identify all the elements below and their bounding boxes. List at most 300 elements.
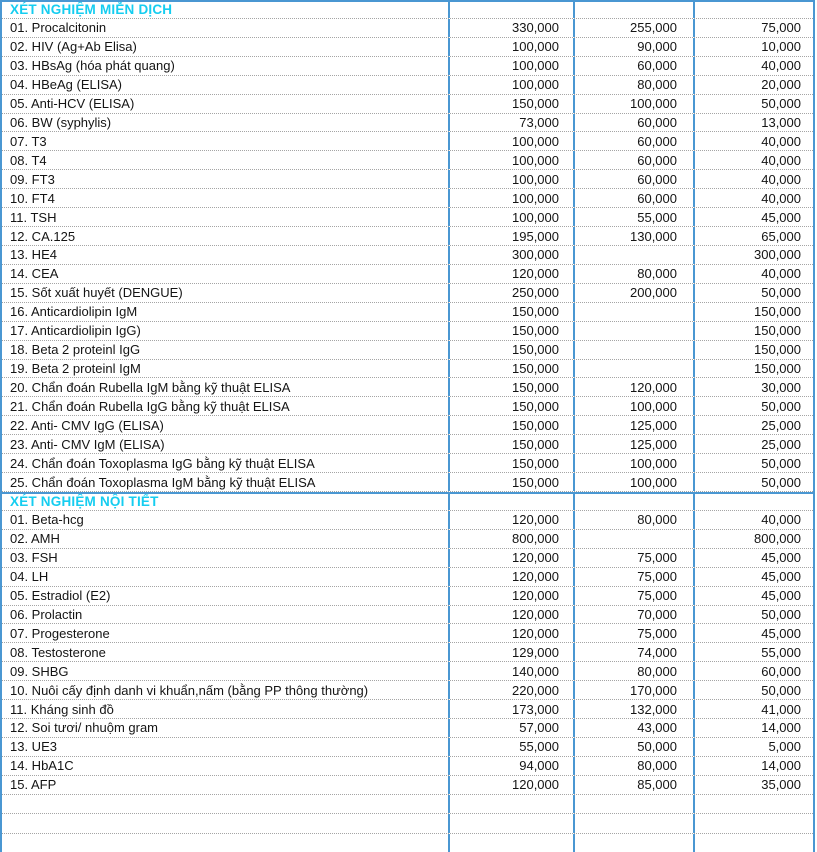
price-col1-cell-text: 250,000 xyxy=(512,285,559,301)
price-col3-cell xyxy=(693,227,813,245)
test-name-cell-text: 05. Estradiol (E2) xyxy=(10,588,111,604)
price-col2-cell xyxy=(573,208,693,226)
section-header-row xyxy=(2,492,813,511)
price-col2-cell-text: 80,000 xyxy=(637,512,677,528)
test-name-cell xyxy=(2,795,448,814)
price-col1-cell-text: 330,000 xyxy=(512,20,559,36)
price-col2-cell xyxy=(573,587,693,605)
price-col2-cell-text: 60,000 xyxy=(637,152,677,168)
price-col2-cell-text: 200,000 xyxy=(630,285,677,301)
price-col2-cell xyxy=(573,511,693,529)
table-row xyxy=(2,397,813,416)
price-col2-cell xyxy=(573,38,693,56)
table-row xyxy=(2,114,813,133)
price-col3-cell xyxy=(693,341,813,359)
price-col2-cell xyxy=(573,378,693,396)
price-col3-cell xyxy=(693,208,813,226)
price-col2-cell xyxy=(573,700,693,718)
price-col2-cell xyxy=(573,757,693,775)
price-col3-cell xyxy=(693,95,813,113)
test-name-cell xyxy=(2,624,448,642)
price-col3-cell xyxy=(693,662,813,680)
test-name-cell xyxy=(2,341,448,359)
price-col2-cell-text: 90,000 xyxy=(637,39,677,55)
price-col2-cell-text: 80,000 xyxy=(637,77,677,93)
price-col3-cell-text: 50,000 xyxy=(761,455,801,471)
price-col3-cell xyxy=(693,57,813,75)
test-name-cell xyxy=(2,681,448,699)
test-name-cell-text: 02. HIV (Ag+Ab Elisa) xyxy=(10,39,137,55)
price-col3-cell xyxy=(693,568,813,586)
price-col3-cell-text: 40,000 xyxy=(761,58,801,74)
price-col3-cell-text: 14,000 xyxy=(761,720,801,736)
table-row xyxy=(2,303,813,322)
section-header-cell xyxy=(2,2,448,18)
price-col1-cell-text: 120,000 xyxy=(512,550,559,566)
price-col3-cell-text: 150,000 xyxy=(754,342,801,358)
price-col1-cell xyxy=(448,606,573,624)
test-name-cell-text: 19. Beta 2 proteinl IgM xyxy=(10,360,141,376)
test-name-cell xyxy=(2,834,448,852)
price-col3-cell xyxy=(693,19,813,37)
price-col3-cell xyxy=(693,132,813,150)
price-col2-cell-text: 80,000 xyxy=(637,758,677,774)
price-col2-cell xyxy=(573,170,693,188)
price-col3-cell-text: 800,000 xyxy=(754,531,801,547)
price-col2-cell-text: 50,000 xyxy=(637,739,677,755)
price-col1-cell xyxy=(448,719,573,737)
price-col1-cell xyxy=(448,2,573,18)
price-col2-cell xyxy=(573,834,693,852)
test-name-cell-text: 12. Soi tươi/ nhuộm gram xyxy=(10,720,159,736)
test-name-cell xyxy=(2,208,448,226)
price-col1-cell-text: 73,000 xyxy=(519,114,559,130)
test-name-cell xyxy=(2,397,448,415)
price-col3-cell-text: 40,000 xyxy=(761,171,801,187)
test-name-cell xyxy=(2,265,448,283)
price-col3-cell-text: 5,000 xyxy=(768,739,801,755)
price-col1-cell-text: 140,000 xyxy=(512,663,559,679)
price-col3-cell-text: 41,000 xyxy=(761,701,801,717)
table-row xyxy=(2,208,813,227)
test-name-cell-text: 11. Kháng sinh đồ xyxy=(10,701,114,717)
table-row xyxy=(2,341,813,360)
price-col3-cell xyxy=(693,360,813,378)
test-name-cell xyxy=(2,568,448,586)
price-col1-cell xyxy=(448,227,573,245)
price-col3-cell xyxy=(693,416,813,434)
price-col2-cell-text: 60,000 xyxy=(637,114,677,130)
price-col1-cell xyxy=(448,189,573,207)
table-row xyxy=(2,76,813,95)
price-col3-cell-text: 150,000 xyxy=(754,323,801,339)
test-name-cell-text: 05. Anti-HCV (ELISA) xyxy=(10,96,135,112)
price-col3-cell xyxy=(693,549,813,567)
test-name-cell xyxy=(2,170,448,188)
test-name-cell-text: 13. UE3 xyxy=(10,739,57,755)
price-col1-cell xyxy=(448,662,573,680)
price-col3-cell-text: 45,000 xyxy=(761,569,801,585)
test-name-cell-text: 03. HBsAg (hóa phát quang) xyxy=(10,58,175,74)
price-col3-cell xyxy=(693,189,813,207)
price-col2-cell-text: 125,000 xyxy=(630,436,677,452)
price-col1-cell-text: 100,000 xyxy=(512,190,559,206)
price-col3-cell-text: 13,000 xyxy=(761,114,801,130)
price-col1-cell xyxy=(448,549,573,567)
test-name-cell xyxy=(2,19,448,37)
price-col1-cell-text: 173,000 xyxy=(512,701,559,717)
price-col1-cell-text: 150,000 xyxy=(512,96,559,112)
price-col3-cell xyxy=(693,530,813,548)
table-row xyxy=(2,246,813,265)
test-name-cell xyxy=(2,416,448,434)
price-col2-cell xyxy=(573,624,693,642)
price-col3-cell xyxy=(693,397,813,415)
price-col3-cell xyxy=(693,322,813,340)
test-name-cell-text: 12. CA.125 xyxy=(10,228,76,244)
test-name-cell xyxy=(2,606,448,624)
test-name-cell-text: 08. Testosterone xyxy=(10,644,106,660)
test-name-cell-text: 02. AMH xyxy=(10,531,60,547)
table-row xyxy=(2,719,813,738)
price-col2-cell xyxy=(573,643,693,661)
price-col3-cell xyxy=(693,246,813,264)
price-col1-cell-text: 100,000 xyxy=(512,171,559,187)
price-col2-cell xyxy=(573,284,693,302)
price-col1-cell-text: 100,000 xyxy=(512,39,559,55)
price-col2-cell-text: 43,000 xyxy=(637,720,677,736)
price-col2-cell xyxy=(573,454,693,472)
test-name-cell-text: 16. Anticardiolipin IgM xyxy=(10,304,138,320)
price-col1-cell xyxy=(448,151,573,169)
test-name-cell-text: 10. FT4 xyxy=(10,190,55,206)
test-name-cell-text: 14. HbA1C xyxy=(10,758,74,774)
price-col3-cell xyxy=(693,454,813,472)
price-col2-cell xyxy=(573,341,693,359)
price-col2-cell xyxy=(573,416,693,434)
price-col3-cell-text: 30,000 xyxy=(761,379,801,395)
price-col2-cell-text: 255,000 xyxy=(630,20,677,36)
test-name-cell-text: 18. Beta 2 proteinl IgG xyxy=(10,342,141,358)
price-col3-cell xyxy=(693,284,813,302)
price-col3-cell xyxy=(693,738,813,756)
test-name-cell xyxy=(2,360,448,378)
price-col1-cell xyxy=(448,114,573,132)
price-col1-cell xyxy=(448,530,573,548)
test-name-cell-text: 07. Progesterone xyxy=(10,625,110,641)
test-name-cell-text: 09. SHBG xyxy=(10,663,69,679)
price-col1-cell xyxy=(448,757,573,775)
test-name-cell xyxy=(2,814,448,833)
test-name-cell xyxy=(2,530,448,548)
price-col2-cell xyxy=(573,303,693,321)
price-col1-cell xyxy=(448,132,573,150)
test-name-cell-text: 04. LH xyxy=(10,569,49,585)
price-col1-cell-text: 150,000 xyxy=(512,436,559,452)
price-col1-cell-text: 100,000 xyxy=(512,152,559,168)
price-col3-cell xyxy=(693,151,813,169)
price-col3-cell xyxy=(693,473,813,491)
price-col1-cell xyxy=(448,360,573,378)
price-col1-cell xyxy=(448,76,573,94)
test-name-cell-text: 09. FT3 xyxy=(10,171,55,187)
price-col3-cell-text: 50,000 xyxy=(761,474,801,490)
price-col3-cell xyxy=(693,643,813,661)
test-name-cell xyxy=(2,738,448,756)
price-col1-cell xyxy=(448,19,573,37)
empty-row xyxy=(2,795,813,815)
table-row xyxy=(2,624,813,643)
table-row xyxy=(2,265,813,284)
test-name-cell xyxy=(2,473,448,491)
table-row xyxy=(2,606,813,625)
table-row xyxy=(2,151,813,170)
price-col3-cell-text: 150,000 xyxy=(754,304,801,320)
price-col2-cell xyxy=(573,606,693,624)
table-row xyxy=(2,57,813,76)
test-name-cell-text: 15. Sốt xuất huyết (DENGUE) xyxy=(10,285,183,301)
price-col1-cell xyxy=(448,795,573,814)
price-col1-cell-text: 800,000 xyxy=(512,531,559,547)
price-col1-cell xyxy=(448,814,573,833)
price-col2-cell-text: 75,000 xyxy=(637,550,677,566)
price-col1-cell-text: 220,000 xyxy=(512,682,559,698)
section-header-row xyxy=(2,0,813,19)
price-col3-cell-text: 50,000 xyxy=(761,606,801,622)
price-col1-cell xyxy=(448,738,573,756)
price-col3-cell xyxy=(693,76,813,94)
table-row xyxy=(2,662,813,681)
test-name-cell-text: 11. TSH xyxy=(10,209,57,225)
price-col3-cell xyxy=(693,719,813,737)
price-col3-cell xyxy=(693,38,813,56)
price-col1-cell xyxy=(448,303,573,321)
test-name-cell xyxy=(2,719,448,737)
table-row xyxy=(2,227,813,246)
price-col2-cell xyxy=(573,530,693,548)
test-name-cell-text: 06. Prolactin xyxy=(10,606,83,622)
test-name-cell xyxy=(2,95,448,113)
price-col1-cell-text: 150,000 xyxy=(512,455,559,471)
test-name-cell-text: 03. FSH xyxy=(10,550,58,566)
test-name-cell-text: 01. Beta-hcg xyxy=(10,512,84,528)
price-col1-cell xyxy=(448,643,573,661)
price-col3-cell xyxy=(693,2,813,18)
price-col2-cell xyxy=(573,132,693,150)
table-row xyxy=(2,416,813,435)
price-col2-cell xyxy=(573,151,693,169)
price-col2-cell xyxy=(573,246,693,264)
test-name-cell-text: 01. Procalcitonin xyxy=(10,20,107,36)
price-col3-cell-text: 45,000 xyxy=(761,550,801,566)
price-col3-cell xyxy=(693,494,813,510)
price-col3-cell-text: 65,000 xyxy=(761,228,801,244)
price-col2-cell xyxy=(573,227,693,245)
price-col3-cell-text: 10,000 xyxy=(761,39,801,55)
price-col2-cell-text: 60,000 xyxy=(637,58,677,74)
test-name-cell xyxy=(2,132,448,150)
price-col3-cell xyxy=(693,757,813,775)
price-col3-cell xyxy=(693,814,813,833)
price-col2-cell xyxy=(573,114,693,132)
table-row xyxy=(2,95,813,114)
table-row xyxy=(2,530,813,549)
table-row xyxy=(2,38,813,57)
price-col2-cell xyxy=(573,322,693,340)
test-name-cell-text: 13. HE4 xyxy=(10,247,57,263)
test-name-cell-text: 15. AFP xyxy=(10,777,57,793)
price-col3-cell-text: 40,000 xyxy=(761,152,801,168)
price-col2-cell xyxy=(573,795,693,814)
section-header-cell-text: XÉT NGHIỆM MIỄN DỊCH xyxy=(10,2,173,18)
table-row xyxy=(2,757,813,776)
test-name-cell-text: 20. Chẩn đoán Rubella IgM bằng kỹ thuật ELISA xyxy=(10,379,291,395)
test-name-cell-text: 08. T4 xyxy=(10,152,47,168)
price-col2-cell xyxy=(573,568,693,586)
price-col1-cell xyxy=(448,246,573,264)
price-col2-cell-text: 70,000 xyxy=(637,606,677,622)
price-col2-cell xyxy=(573,95,693,113)
price-col1-cell-text: 120,000 xyxy=(512,777,559,793)
price-col1-cell xyxy=(448,511,573,529)
price-col3-cell xyxy=(693,624,813,642)
price-col1-cell-text: 120,000 xyxy=(512,588,559,604)
price-col2-cell xyxy=(573,473,693,491)
price-col2-cell-text: 132,000 xyxy=(630,701,677,717)
price-col3-cell xyxy=(693,378,813,396)
table-row xyxy=(2,643,813,662)
price-col2-cell-text: 85,000 xyxy=(637,777,677,793)
test-name-cell xyxy=(2,757,448,775)
price-col1-cell xyxy=(448,378,573,396)
price-col1-cell-text: 150,000 xyxy=(512,342,559,358)
price-col2-cell xyxy=(573,662,693,680)
price-col3-cell xyxy=(693,303,813,321)
price-col1-cell-text: 150,000 xyxy=(512,360,559,376)
test-name-cell-text: 14. CEA xyxy=(10,266,59,282)
price-col1-cell-text: 150,000 xyxy=(512,304,559,320)
price-col3-cell-text: 40,000 xyxy=(761,512,801,528)
test-name-cell xyxy=(2,76,448,94)
table-row xyxy=(2,284,813,303)
test-name-cell xyxy=(2,189,448,207)
table-row xyxy=(2,19,813,38)
price-col1-cell xyxy=(448,568,573,586)
price-col3-cell-text: 35,000 xyxy=(761,777,801,793)
test-name-cell-text: 07. T3 xyxy=(10,133,47,149)
price-col2-cell xyxy=(573,57,693,75)
test-name-cell-text: 23. Anti- CMV IgM (ELISA) xyxy=(10,436,165,452)
price-col3-cell-text: 45,000 xyxy=(761,209,801,225)
price-col3-cell-text: 40,000 xyxy=(761,266,801,282)
price-col1-cell-text: 100,000 xyxy=(512,58,559,74)
price-col1-cell xyxy=(448,700,573,718)
price-col3-cell-text: 50,000 xyxy=(761,682,801,698)
test-name-cell xyxy=(2,700,448,718)
price-col2-cell-text: 75,000 xyxy=(637,588,677,604)
price-col2-cell-text: 100,000 xyxy=(630,455,677,471)
price-col1-cell xyxy=(448,397,573,415)
price-col1-cell xyxy=(448,38,573,56)
price-col2-cell xyxy=(573,681,693,699)
price-col1-cell-text: 120,000 xyxy=(512,606,559,622)
price-col2-cell xyxy=(573,189,693,207)
test-name-cell xyxy=(2,662,448,680)
price-col1-cell-text: 100,000 xyxy=(512,209,559,225)
price-col1-cell xyxy=(448,416,573,434)
price-col3-cell-text: 45,000 xyxy=(761,588,801,604)
test-name-cell xyxy=(2,454,448,472)
table-row xyxy=(2,511,813,530)
price-col1-cell xyxy=(448,208,573,226)
table-row xyxy=(2,322,813,341)
price-col1-cell-text: 120,000 xyxy=(512,512,559,528)
table-row xyxy=(2,435,813,454)
test-name-cell xyxy=(2,227,448,245)
price-col1-cell xyxy=(448,587,573,605)
price-col2-cell xyxy=(573,2,693,18)
table-row xyxy=(2,132,813,151)
price-col2-cell-text: 80,000 xyxy=(637,266,677,282)
price-col2-cell xyxy=(573,549,693,567)
price-col3-cell-text: 60,000 xyxy=(761,663,801,679)
empty-row xyxy=(2,834,813,852)
price-col1-cell-text: 55,000 xyxy=(519,739,559,755)
price-col2-cell-text: 100,000 xyxy=(630,474,677,490)
price-col2-cell xyxy=(573,814,693,833)
price-col1-cell xyxy=(448,265,573,283)
test-name-cell-text: 06. BW (syphylis) xyxy=(10,114,112,130)
price-col1-cell xyxy=(448,170,573,188)
price-col2-cell xyxy=(573,19,693,37)
price-col3-cell-text: 40,000 xyxy=(761,133,801,149)
price-col1-cell xyxy=(448,776,573,794)
price-col1-cell xyxy=(448,681,573,699)
price-col1-cell-text: 150,000 xyxy=(512,417,559,433)
price-col2-cell xyxy=(573,494,693,510)
price-col1-cell-text: 150,000 xyxy=(512,379,559,395)
price-col3-cell xyxy=(693,700,813,718)
price-col1-cell-text: 120,000 xyxy=(512,569,559,585)
table-row xyxy=(2,549,813,568)
price-col3-cell xyxy=(693,265,813,283)
test-name-cell xyxy=(2,587,448,605)
price-col1-cell-text: 100,000 xyxy=(512,77,559,93)
price-col2-cell-text: 75,000 xyxy=(637,569,677,585)
table-row xyxy=(2,587,813,606)
price-col1-cell xyxy=(448,57,573,75)
price-col1-cell-text: 57,000 xyxy=(519,720,559,736)
test-name-cell xyxy=(2,284,448,302)
price-col3-cell-text: 25,000 xyxy=(761,436,801,452)
price-col1-cell-text: 195,000 xyxy=(512,228,559,244)
test-name-cell xyxy=(2,322,448,340)
price-col2-cell xyxy=(573,265,693,283)
price-col1-cell-text: 100,000 xyxy=(512,133,559,149)
price-col3-cell-text: 20,000 xyxy=(761,77,801,93)
test-name-cell xyxy=(2,776,448,794)
test-name-cell xyxy=(2,38,448,56)
price-col1-cell-text: 94,000 xyxy=(519,758,559,774)
price-col1-cell xyxy=(448,454,573,472)
price-col2-cell-text: 125,000 xyxy=(630,417,677,433)
test-name-cell xyxy=(2,435,448,453)
table-row xyxy=(2,473,813,492)
price-col2-cell-text: 75,000 xyxy=(637,625,677,641)
price-col1-cell xyxy=(448,95,573,113)
test-name-cell-text: 10. Nuôi cấy định danh vi khuẩn,nấm (bằng PP thông thường) xyxy=(10,682,369,698)
empty-row xyxy=(2,814,813,834)
